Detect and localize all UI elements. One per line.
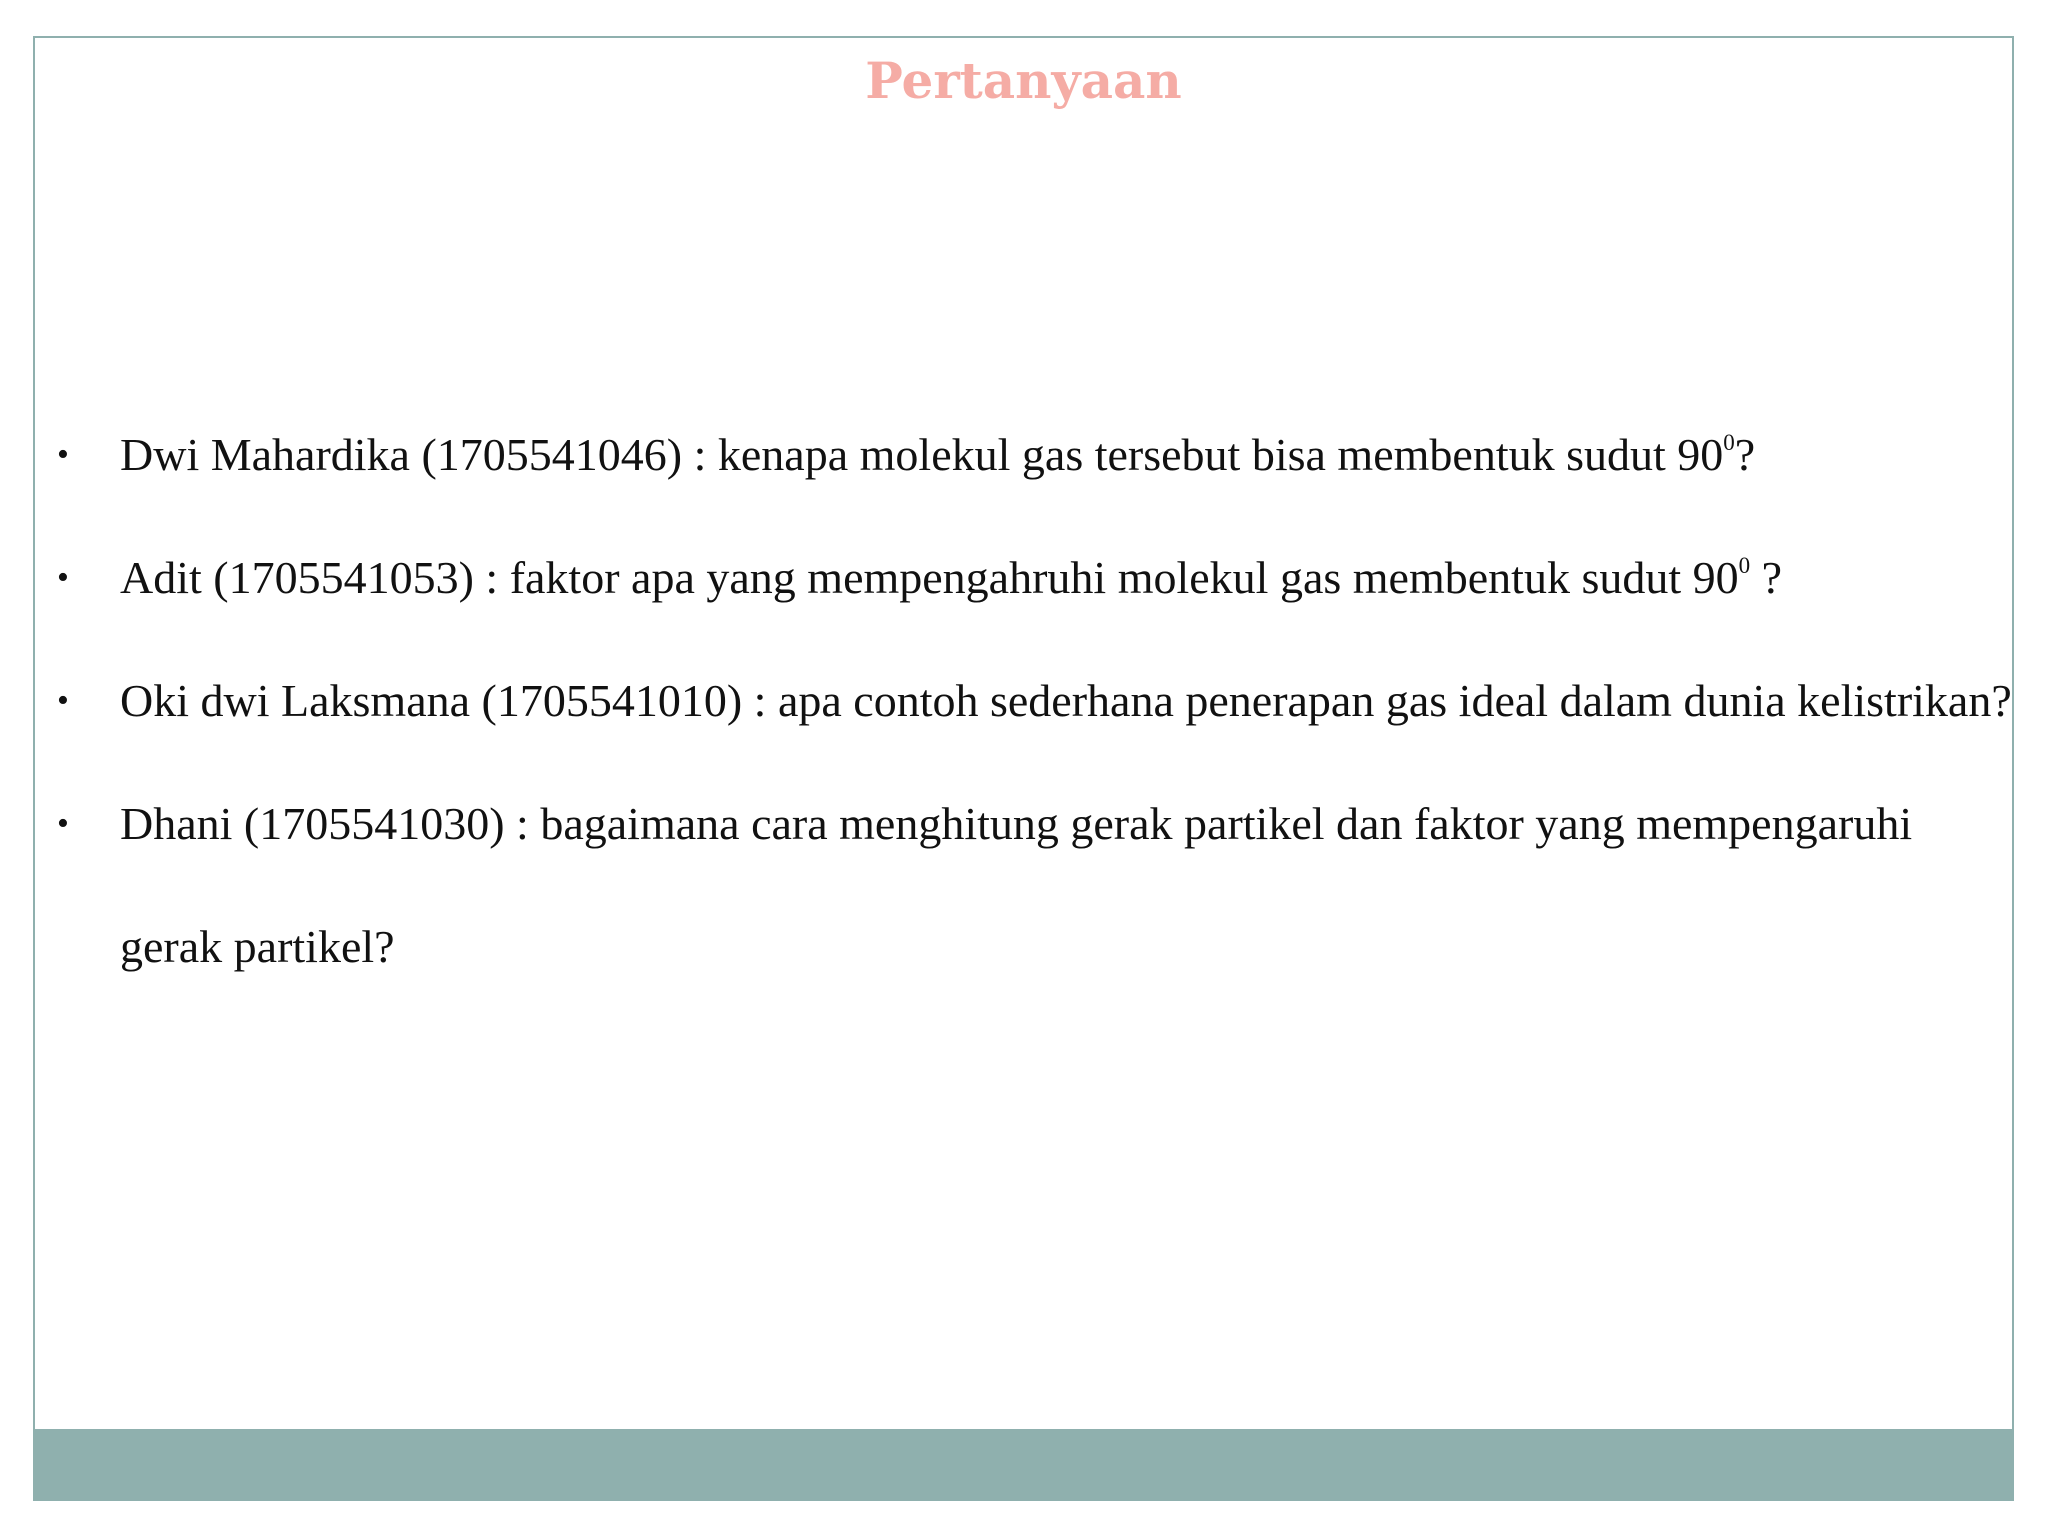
- slide-title: Pertanyaan: [865, 51, 1182, 110]
- degree-superscript: 0: [1723, 430, 1735, 455]
- question-list: [35, 393, 2012, 1008]
- question-text: Dwi Mahardika (1705541046) : kenapa molekul gas tersebut bisa membentuk sudut 90: [120, 429, 1724, 480]
- question-text: Adit (1705541053) : faktor apa yang mempengahruhi molekul gas membentuk sudut 90: [120, 552, 1739, 603]
- question-text: Dhani (1705541030) : bagaimana cara menghitung gerak partikel dan faktor yang mempengaruhi gerak partikel?: [120, 798, 1913, 972]
- bullet-icon: •: [57, 682, 69, 719]
- question-item: [35, 762, 2012, 1008]
- question-tail: ?: [1750, 552, 1783, 603]
- footer-bar: [35, 1429, 2012, 1499]
- question-item: [35, 516, 2012, 639]
- slide: [33, 36, 2014, 1501]
- degree-superscript: 0: [1738, 553, 1751, 578]
- question-item: [35, 639, 2012, 762]
- question-item: [35, 393, 2012, 516]
- bullet-icon: •: [57, 436, 69, 473]
- bullet-icon: •: [57, 559, 69, 596]
- question-text: Oki dwi Laksmana (1705541010) : apa contoh sederhana penerapan gas ideal dalam dunia kelistrikan?: [120, 675, 2012, 726]
- question-tail: ?: [1734, 429, 1756, 480]
- bullet-icon: •: [57, 805, 69, 842]
